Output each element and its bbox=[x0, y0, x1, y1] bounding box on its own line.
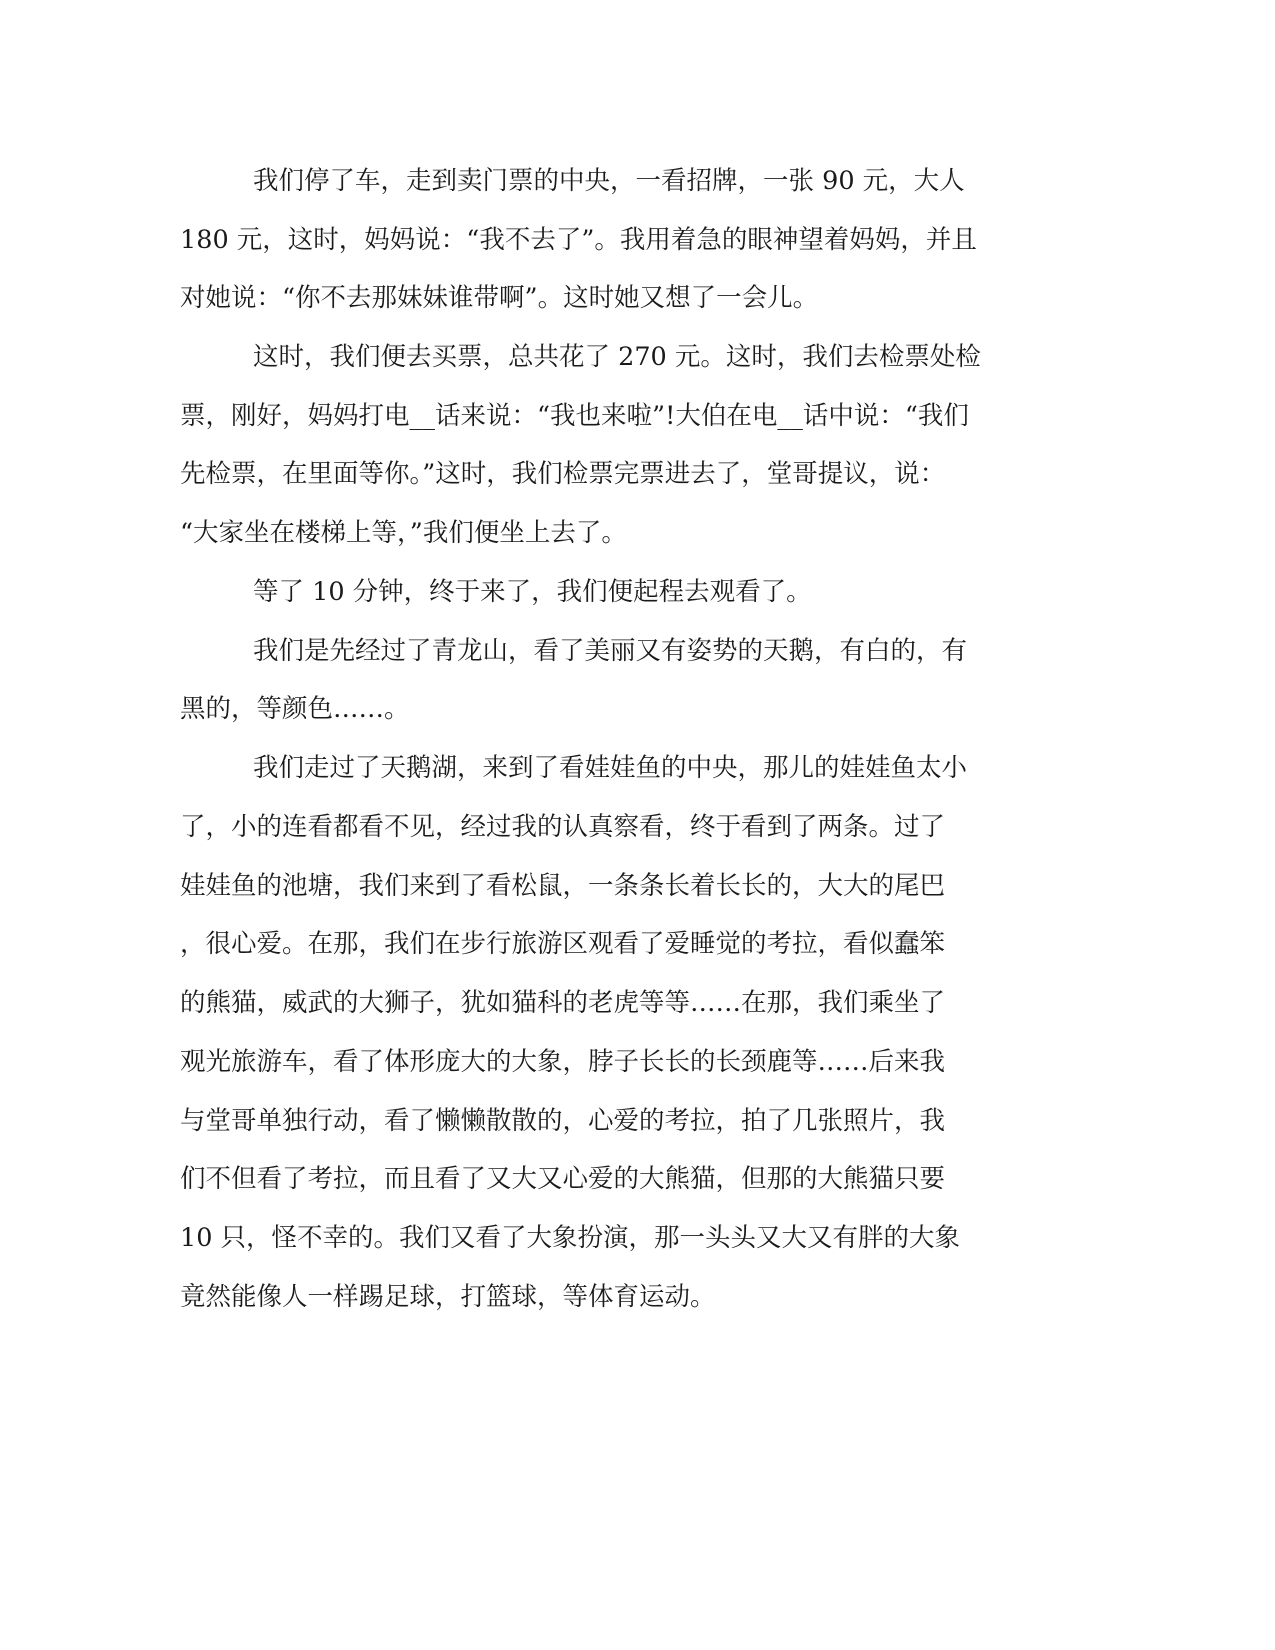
text-line: 与堂哥单独行动，看了懒懒散散的，心爱的考拉，拍了几张照片，我 bbox=[180, 1106, 946, 1136]
text-line: 观光旅游车，看了体形庞大的大象，脖子长长的长颈鹿等……后来我 bbox=[180, 1047, 946, 1077]
text-line: 娃娃鱼的池塘，我们来到了看松鼠，一条条长着长长的，大大的尾巴 bbox=[180, 871, 946, 901]
text-line: 们不但看了考拉，而且看了又大又心爱的大熊猫，但那的大熊猫只要 bbox=[180, 1164, 946, 1194]
text-line: 我们是先经过了青龙山，看了美丽又有姿势的天鹅，有白的，有 bbox=[253, 636, 968, 666]
text-line: 先检票，在里面等你。”这时，我们检票完票进去了，堂哥提议，说： bbox=[180, 459, 946, 489]
text-line: 票，刚好，妈妈打电__话来说：“我也来啦”!大伯在电__话中说：“我们 bbox=[180, 401, 969, 431]
text-line: 10 只，怪不幸的。我们又看了大象扮演，那一头头又大又有胖的大象 bbox=[180, 1223, 961, 1253]
text-line: ，很心爱。在那，我们在步行旅游区观看了爱睡觉的考拉，看似蠢笨 bbox=[180, 929, 946, 959]
text-line: “大家坐在楼梯上等，”我们便坐上去了。 bbox=[180, 518, 627, 548]
text-line: 我们走过了天鹅湖，来到了看娃娃鱼的中央，那儿的娃娃鱼太小 bbox=[253, 753, 968, 783]
text-line: 等了 10 分钟，终于来了，我们便起程去观看了。 bbox=[253, 577, 812, 607]
text-line: 竟然能像人一样踢足球，打篮球，等体育运动。 bbox=[180, 1282, 716, 1312]
text-line: 了，小的连看都看不见，经过我的认真察看，终于看到了两条。过了 bbox=[180, 812, 946, 842]
text-line: 的熊猫，威武的大狮子，犹如猫科的老虎等等……在那，我们乘坐了 bbox=[180, 988, 946, 1018]
text-line: 对她说：“你不去那妹妹谁带啊”。这时她又想了一会儿。 bbox=[180, 283, 819, 313]
text-line: 这时，我们便去买票，总共花了 270 元。这时，我们去检票处检 bbox=[253, 342, 981, 372]
text-line: 180 元，这时，妈妈说：“我不去了”。我用着急的眼神望着妈妈，并且 bbox=[180, 225, 977, 255]
text-line: 我们停了车，走到卖门票的中央，一看招牌，一张 90 元，大人 bbox=[253, 166, 965, 196]
text-line: 黑的，等颜色……。 bbox=[180, 694, 410, 724]
